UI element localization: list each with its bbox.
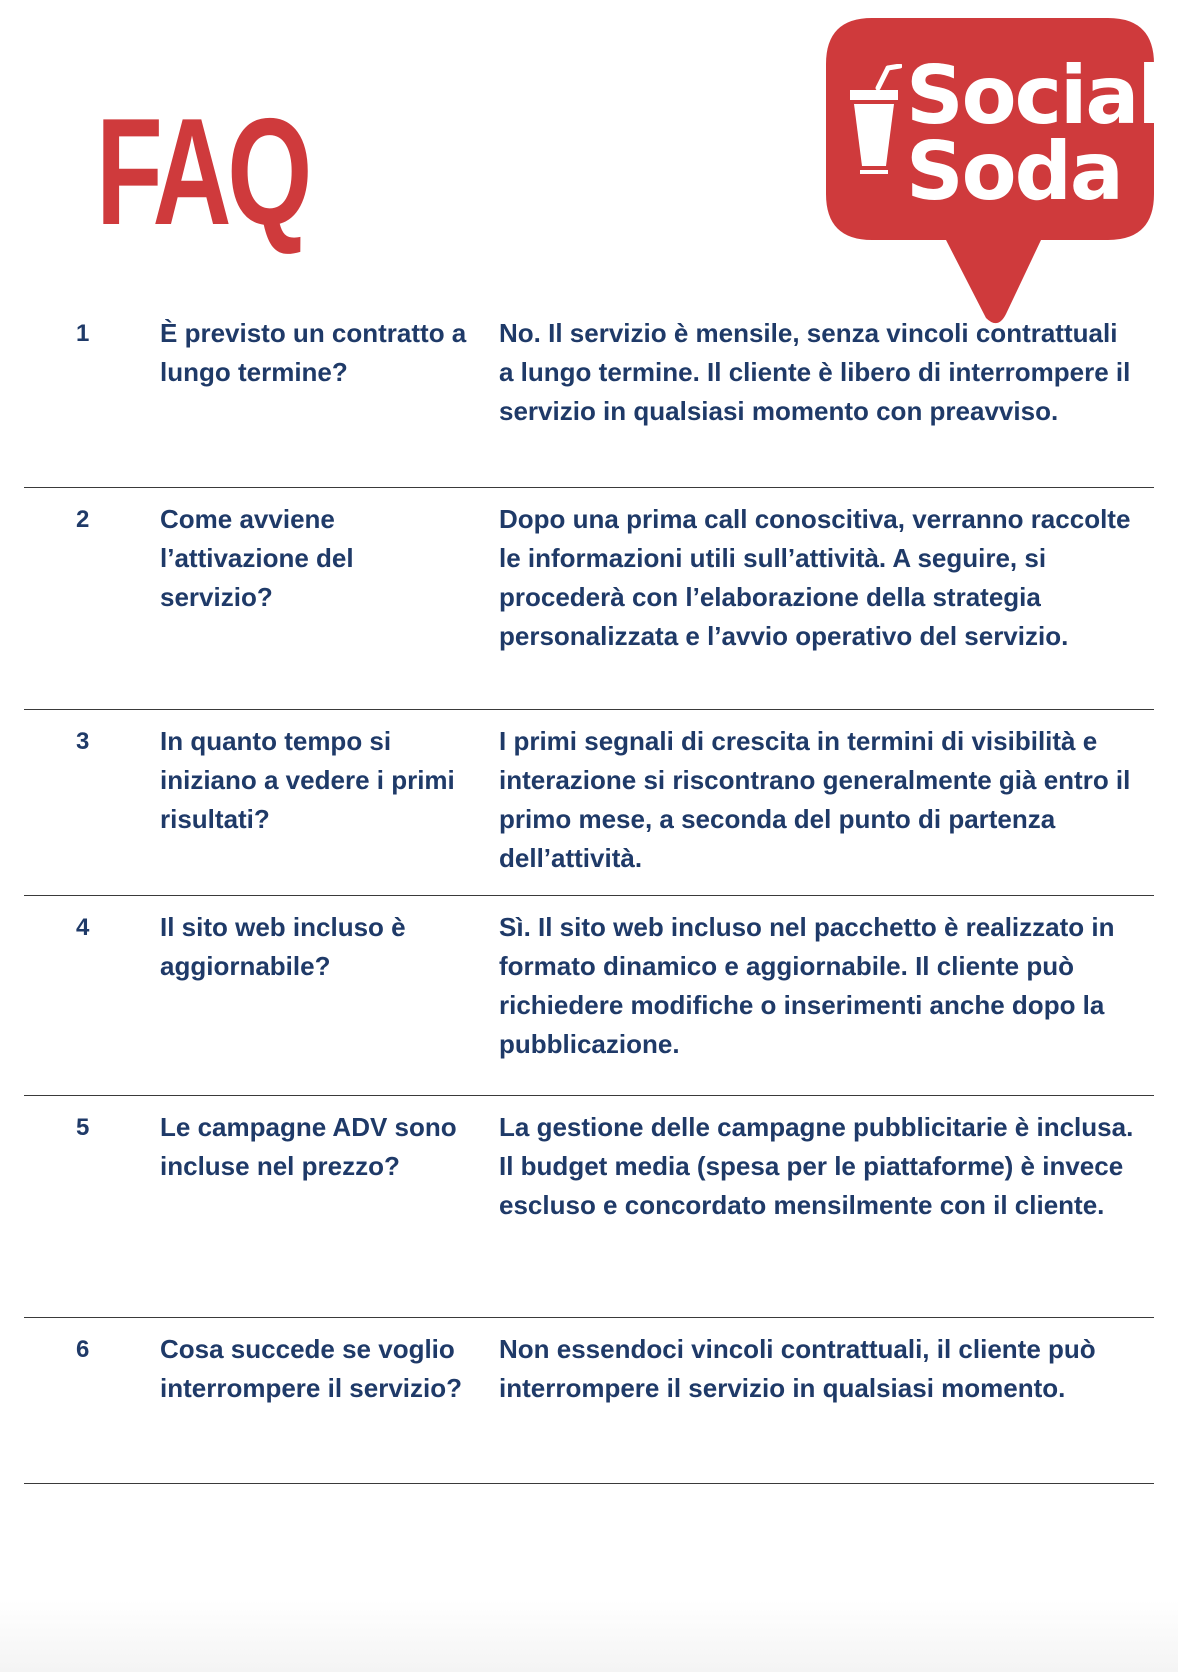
faq-answer: No. Il servizio è mensile, senza vincoli contrattuali a lungo termine. Il cliente è libero di interrompere il servizio in qualsiasi momento con preavviso. — [499, 318, 1131, 426]
faq-answer: Non essendoci vincoli contrattuali, il cliente può interrompere il servizio in qualsiasi momento. — [499, 1334, 1096, 1403]
faq-question: Cosa succede se voglio interrompere il servizio? — [160, 1334, 462, 1403]
faq-item — [24, 318, 1154, 488]
faq-question: È previsto un contratto a lungo termine? — [160, 318, 467, 387]
faq-answer: Dopo una prima call conoscitiva, verranno raccolte le informazioni utili sull’attività. A seguire, si procederà con l’elaborazione della strategia personalizzata e l’avvio operativo del servizio. — [499, 504, 1131, 651]
faq-answer: I primi segnali di crescita in termini di visibilità e interazione si riscontrano generalmente già entro il primo mese, a seconda del punto di partenza dell’attività. — [499, 726, 1131, 873]
faq-answer: Sì. Il sito web incluso nel pacchetto è realizzato in formato dinamico e aggiornabile. Il cliente può richiedere modifiche o inserimenti anche dopo la pubblicazione. — [499, 912, 1115, 1059]
faq-number: 3 — [76, 728, 90, 755]
faq-question: Il sito web incluso è aggiornabile? — [160, 912, 406, 981]
logo-line-2: Soda — [906, 125, 1122, 218]
faq-question: Le campagne ADV sono incluse nel prezzo? — [160, 1112, 457, 1181]
faq-number: 4 — [76, 914, 90, 941]
faq-item — [24, 488, 1154, 710]
faq-number: 2 — [76, 506, 90, 533]
faq-list — [24, 318, 1154, 1484]
faq-item — [24, 710, 1154, 896]
logo-line-1: Social — [906, 49, 1163, 142]
page-bottom-shade — [0, 1600, 1178, 1672]
logo-wordmark — [906, 49, 1163, 218]
page-title: FAQ — [96, 87, 309, 257]
faq-item — [24, 1318, 1154, 1484]
faq-question: Come avviene l’attivazione del servizio? — [160, 504, 354, 612]
faq-number: 5 — [76, 1114, 90, 1141]
faq-item — [24, 1096, 1154, 1318]
faq-question: In quanto tempo si iniziano a vedere i primi risultati? — [160, 726, 455, 834]
social-soda-logo — [826, 18, 1163, 340]
faq-number: 6 — [76, 1336, 90, 1363]
faq-item — [24, 896, 1154, 1096]
faq-number: 1 — [76, 320, 90, 347]
faq-answer: La gestione delle campagne pubblicitarie è inclusa. Il budget media (spesa per le piattaforme) è invece escluso e concordato mensilmente con il cliente. — [499, 1112, 1134, 1220]
soda-cup-icon — [846, 64, 902, 180]
